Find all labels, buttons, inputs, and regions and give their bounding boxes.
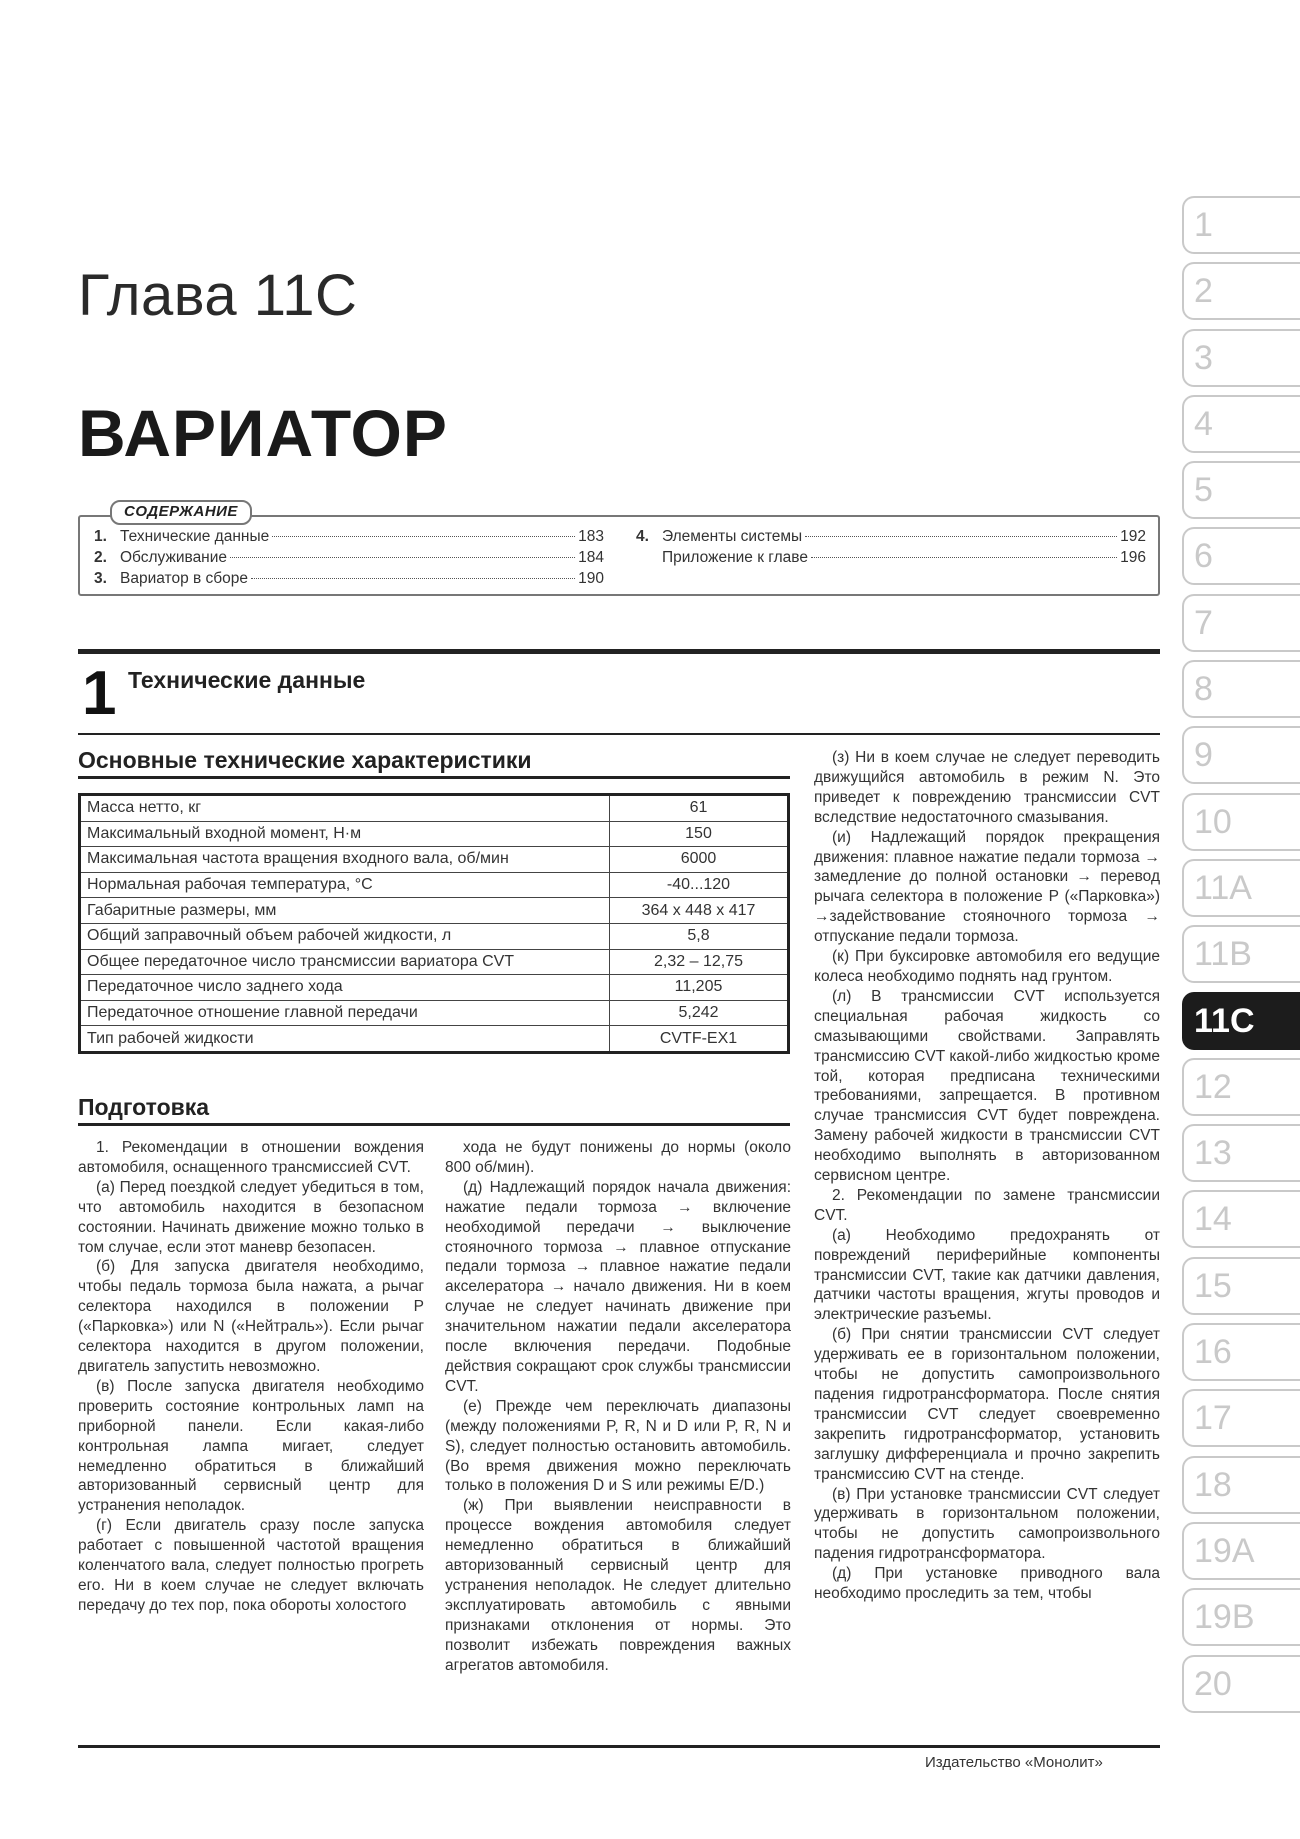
chapter-tab[interactable]: 14 [1182,1190,1300,1248]
toc-item-page: 192 [1120,528,1146,545]
paragraph: (б) При снятии трансмиссии CVT следует удерживать ее в горизонтальном положении, чтобы не допустить самопроизвольного падения гидротрансформатора. После снятия трансмиссии CVT следует своевременно закрепить гидротрансформатор, установить заглушку дифференциала и прочно закрепить трансмиссию CVT на стенде. [814,1326,1160,1483]
toc-item-text: Обслуживание [120,549,228,566]
paragraph: хода не будут понижены до нормы (около 800 об/мин). [445,1139,791,1176]
chapter-title: ВАРИАТОР [78,396,448,470]
toc-item-page: 196 [1120,549,1146,566]
chapter-tab[interactable]: 12 [1182,1058,1300,1116]
chapter-tab[interactable]: 3 [1182,329,1300,387]
specs-row [80,1000,789,1026]
spec-value: CVTF-EX1 [610,1026,789,1053]
text-column-1 [78,1138,424,1616]
prep-heading: Подготовка [78,1094,790,1126]
section-rule-bottom [78,733,1160,735]
toc-column-right [636,526,1146,568]
spec-value: -40...120 [610,872,789,898]
paragraph: (л) В трансмиссии CVT используется специальная рабочая жидкость со смазывающими свойствами. Заправлять трансмиссию CVT какой-либо жидкостью кроме той, которая предписана техническими требованиями, запрещается. В противном случае трансмиссия CVT будет повреждена. Замену рабочей жидкости в трансмиссии CVT необходимо выполнять в авторизованном сервисном центре. [814,987,1160,1185]
toc-item-text: Вариатор в сборе [120,570,249,587]
toc-item-page: 190 [578,570,604,587]
spec-name: Масса нетто, кг [80,795,610,822]
text-column-2 [445,1138,791,1675]
paragraph: (г) Если двигатель сразу после запуска работает с повышенной частотой вращения коленчатого вала, следует полностью прогреть его. Ни в коем случае не следует включать передачу до тех пор, пока обороты холостого [78,1517,424,1614]
spec-value: 150 [610,821,789,847]
chapter-tab[interactable]: 7 [1182,594,1300,652]
spec-name: Передаточное отношение главной передачи [80,1000,610,1026]
chapter-tab[interactable]: 9 [1182,726,1300,784]
toc-dots [251,578,575,579]
spec-name: Нормальная рабочая температура, °С [80,872,610,898]
section-number: 1 [82,659,117,728]
spec-value: 5,242 [610,1000,789,1026]
toc-item-page: 183 [578,528,604,545]
chapter-tab[interactable]: 19B [1182,1588,1300,1646]
specs-row [80,1026,789,1053]
chapter-tab[interactable]: 5 [1182,461,1300,519]
specs-row [80,847,789,873]
specs-row [80,898,789,924]
specs-row [80,923,789,949]
chapter-tab[interactable]: 20 [1182,1655,1300,1713]
specs-row [80,949,789,975]
chapter-tab[interactable]: 13 [1182,1124,1300,1182]
chapter-tab[interactable]: 6 [1182,527,1300,585]
paragraph: 1. Рекомендации в отношении вождения автомобиля, оснащенного трансмиссией CVT. [78,1139,424,1176]
specs-row [80,975,789,1001]
toc-dots [805,536,1117,537]
toc-column-left [94,526,604,589]
chapter-tab[interactable]: 16 [1182,1323,1300,1381]
toc-dots [811,557,1117,558]
toc-item-num: 2. [94,549,107,566]
specs-row [80,821,789,847]
paragraph: 2. Рекомендации по замене трансмиссии CVT. [814,1186,1160,1224]
publisher-name: Издательство «Монолит» [925,1754,1103,1771]
chapter-tab[interactable]: 1 [1182,196,1300,254]
toc-item[interactable] [94,568,604,589]
chapter-tab[interactable]: 15 [1182,1257,1300,1315]
toc-dots [272,536,575,537]
chapter-tab[interactable]: 18 [1182,1456,1300,1514]
chapter-tab[interactable]: 11C [1182,992,1300,1050]
spec-value: 2,32 – 12,75 [610,949,789,975]
toc-item-text: Технические данные [120,528,270,545]
footer-rule [78,1745,1160,1748]
paragraph: (д) При установке приводного вала необходимо проследить за тем, чтобы [814,1565,1160,1603]
spec-name: Максимальная частота вращения входного вала, об/мин [80,847,610,873]
chapter-tab[interactable]: 2 [1182,262,1300,320]
toc-item-text: Приложение к главе [662,549,808,566]
spec-name: Общий заправочный объем рабочей жидкости, л [80,923,610,949]
paragraph: (в) При установке трансмиссии CVT следует удерживать в горизонтальном положении, чтобы не допустить самопроизвольного падения гидротрансформатора. [814,1485,1160,1563]
section-rule-top [78,649,1160,654]
toc-item[interactable] [636,526,1146,547]
spec-value: 364 х 448 х 417 [610,898,789,924]
chapter-tab[interactable]: 19A [1182,1522,1300,1580]
toc-item[interactable] [636,547,1146,568]
spec-name: Общее передаточное число трансмиссии вариатора CVT [80,949,610,975]
paragraph: (б) Для запуска двигателя необходимо, чтобы педаль тормоза была нажата, а рычаг селектора находился в положении P («Парковка») или N («Нейтраль»). Если рычаг селектора находится в другом положении, двигатель запустить невозможно. [78,1258,424,1375]
specs-heading: Основные технические характеристики [78,747,790,779]
spec-value: 6000 [610,847,789,873]
toc-dots [230,557,575,558]
paragraph: (и) Надлежащий порядок прекращения движения: плавное нажатие педали тормоза → замедление до полной остановки → перевод рычага селектора в положение P («Парковка») →задействование стояночного тормоза → отпускание педали тормоза. [814,828,1160,946]
chapter-label: Глава 11C [78,263,358,328]
spec-name: Максимальный входной момент, Н·м [80,821,610,847]
toc-tag: СОДЕРЖАНИЕ [110,500,252,525]
paragraph: (к) При буксировке автомобиля его ведущие колеса необходимо поднять над грунтом. [814,948,1160,985]
toc-item-page: 184 [578,549,604,566]
paragraph: (а) Необходимо предохранять от повреждений периферийные компоненты трансмиссии CVT, такие как датчики давления, датчики частоты вращения, жгуты проводов и электрические разъемы. [814,1226,1160,1324]
toc-item-num: 1. [94,528,107,545]
chapter-tabs [1182,196,1300,1721]
toc-item-num: 4. [636,528,649,545]
chapter-tab[interactable]: 17 [1182,1389,1300,1447]
spec-value: 61 [610,795,789,822]
chapter-tab[interactable]: 4 [1182,395,1300,453]
chapter-tab[interactable]: 8 [1182,660,1300,718]
toc-item[interactable] [94,547,604,568]
spec-value: 11,205 [610,975,789,1001]
text-column-3 [814,748,1160,1604]
spec-value: 5,8 [610,923,789,949]
paragraph: (з) Ни в коем случае не следует переводить движущийся автомобиль в режим N. Это приведет к повреждению трансмиссии CVT вследствие недостаточного смазывания. [814,749,1160,826]
spec-name: Передаточное число заднего хода [80,975,610,1001]
spec-name: Тип рабочей жидкости [80,1026,610,1053]
specs-table [78,793,790,1054]
toc-item-text: Элементы системы [662,528,803,545]
paragraph: (в) После запуска двигателя необходимо проверить состояние контрольных ламп на приборной панели. Если какая-либо контрольная лампа мигает, следует немедленно обратиться в ближайший авторизованный сервисный центр для устранения неполадок. [78,1377,424,1515]
paragraph: (ж) При выявлении неисправности в процессе вождения автомобиля следует немедленно обратиться в ближайший авторизованный сервисный центр для устранения неполадок. Не следует длительно эксплуатировать автомобиль с явными признаками отклонения от нормы. Это позволит избежать повреждения важных агрегатов автомобиля. [445,1497,791,1674]
spec-name: Габаритные размеры, мм [80,898,610,924]
section-title: Технические данные [128,667,366,693]
chapter-tab[interactable]: 10 [1182,793,1300,851]
paragraph: (е) Прежде чем переключать диапазоны (между положениями P, R, N и D или P, R, N и S), следует полностью остановить автомобиль. (Во время движения можно переключать только в положения D и S или режимы E/D.) [445,1397,791,1495]
specs-row [80,872,789,898]
chapter-tab[interactable]: 11B [1182,925,1300,983]
toc-item-num: 3. [94,570,107,587]
paragraph: (а) Перед поездкой следует убедиться в том, что автомобиль находится в безопасном состоянии. Начинать движение можно только в том случае, если этот маневр безопасен. [78,1178,424,1256]
specs-row [80,795,789,822]
chapter-tab[interactable]: 11A [1182,859,1300,917]
paragraph: (д) Надлежащий порядок начала движения: нажатие педали тормоза → включение необходимой передачи → выключение стояночного тормоза → плавное отпускание педали тормоза → плавное нажатие педали акселератора → начало движения. Ни в коем случае не следует начинать движение при значительном нажатии педали акселератора после включения передачи. Подобные действия сокращают срок службы трансмиссии CVT. [445,1178,791,1395]
toc-item[interactable] [94,526,604,547]
